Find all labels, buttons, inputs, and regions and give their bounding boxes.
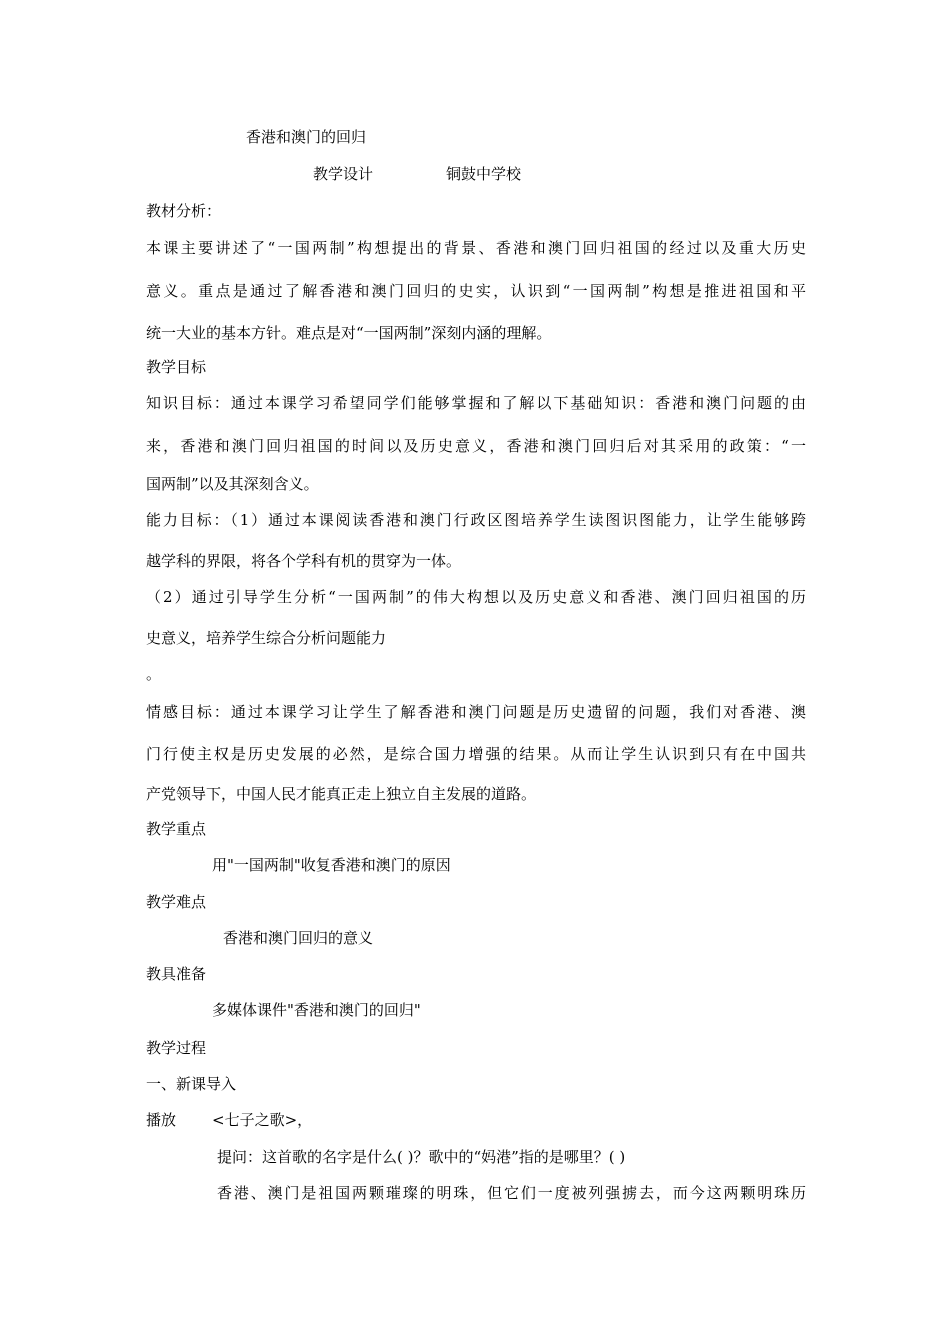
key-point-text: 用"一国两制"收复香港和澳门的原因 [212,856,451,874]
school-name: 铜鼓中学校 [446,165,522,183]
process-heading: 教学过程 [146,1039,207,1057]
knowledge-objective-line-1: 知识目标：通过本课学习希望同学们能够掌握和了解以下基础知识：香港和澳门问题的由 [146,394,806,412]
emotion-objective-line-2: 门行使主权是历史发展的必然，是综合国力增强的结果。从而让学生认识到只有在中国共 [146,745,806,763]
ability-objective-line-2: 越学科的界限，将各个学科有机的贯穿为一体。 [146,552,462,570]
material-analysis-heading: 教材分析： [146,202,222,220]
materials-heading: 教具准备 [146,965,207,983]
ability-objective-line-4: 史意义，培养学生综合分析问题能力 [146,629,387,647]
material-analysis-line-1: 本课主要讲述了“一国两制”构想提出的背景、香港和澳门回归祖国的经过以及重大历史 [146,239,806,257]
materials-text: 多媒体课件"香港和澳门的回归" [212,1001,421,1019]
ability-objective-line-3: （2）通过引导学生分析“一国两制”的伟大构想以及历史意义和香港、澳门回归祖国的历 [146,588,806,606]
difficulty-heading: 教学难点 [146,893,207,911]
material-analysis-line-2: 意义。重点是通过了解香港和澳门回归的史实，认识到“一国两制”构想是推进祖国和平 [146,282,806,300]
difficulty-text: 香港和澳门回归的意义 [223,929,374,947]
play-item: <七子之歌>， [212,1111,313,1129]
emotion-objective-line-3: 产党领导下，中国人民才能真正走上独立自主发展的道路。 [146,785,537,803]
material-analysis-line-3: 统一大业的基本方针。难点是对“一国两制”深刻内涵的理解。 [146,324,552,342]
intro-question: 提问：这首歌的名字是什么( )？歌中的“妈港”指的是哪里？( ) [217,1148,626,1166]
objectives-heading: 教学目标 [146,358,207,376]
knowledge-objective-line-2: 来，香港和澳门回归祖国的时间以及历史意义，香港和澳门回归后对其采用的政策：“一 [146,437,806,455]
ability-objective-line-5: 。 [146,665,162,683]
play-label: 播放 [146,1111,177,1129]
ability-objective-line-1: 能力目标：（1）通过本课阅读香港和澳门行政区图培养学生读图识图能力，让学生能够跨 [146,511,806,529]
process-step-1: 一、新课导入 [146,1075,237,1093]
document-title: 香港和澳门的回归 [246,128,367,146]
key-point-heading: 教学重点 [146,820,207,838]
knowledge-objective-line-3: 国两制”以及其深刻含义。 [146,475,319,493]
intro-last-line: 香港、澳门是祖国两颗璀璨的明珠，但它们一度被列强掳去，而今这两颗明珠历 [217,1184,806,1202]
document-subtitle: 教学设计 [313,165,374,183]
emotion-objective-line-1: 情感目标：通过本课学习让学生了解香港和澳门问题是历史遗留的问题，我们对香港、澳 [146,703,806,721]
